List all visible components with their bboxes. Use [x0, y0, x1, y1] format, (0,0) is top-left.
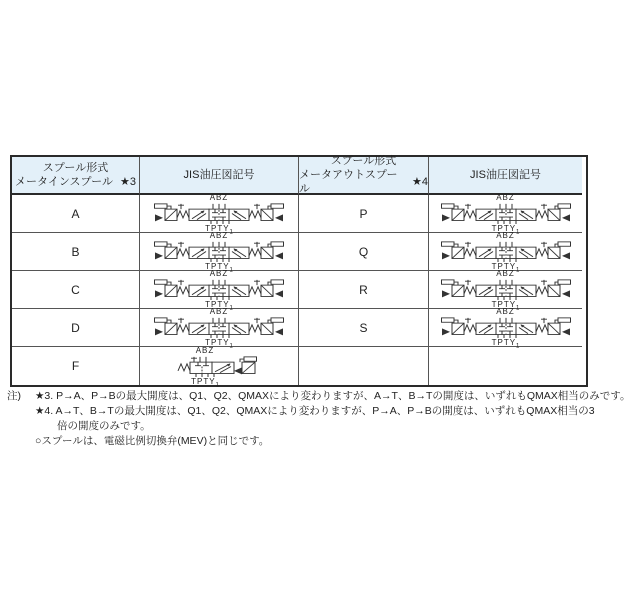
spool-type-label: C — [71, 282, 80, 297]
spool-type-cell — [299, 233, 429, 271]
spool-type-cell — [12, 195, 140, 233]
note-star4 — [7, 404, 600, 419]
valve-bottom-ports-label: $TPTY_1$ — [205, 262, 233, 274]
valve-bottom-ports-label: $TPTY_1$ — [491, 338, 520, 350]
valve-top-ports-label: ABZ — [195, 345, 215, 355]
jis-symbol-cell — [140, 269, 299, 312]
header-jis-symbol-right — [429, 157, 582, 195]
spool-type-cell-empty — [299, 347, 429, 385]
note-star3-text: ★3. P→A、P→Bの最大開度は、Q1、Q2、QMAXにより変わりますが、A→T、B→Tの開度は、いずれもQMAX相当のみです。 — [35, 390, 630, 402]
spool-type-table — [10, 155, 588, 387]
valve-symbol-double — [440, 269, 572, 312]
valve-top-ports-label: ABZ — [209, 231, 229, 240]
valve-top-ports-label: ABZ — [496, 231, 515, 240]
jis-symbol-cell — [140, 345, 299, 389]
valve-top-ports-label: ABZ — [496, 269, 515, 278]
star4-marker: ★4 — [412, 176, 428, 188]
header-jis-label: JIS油圧図記号 — [183, 169, 255, 181]
valve-bottom-ports-label: $TPTY_1$ — [205, 300, 233, 312]
valve-top-ports-label: ABZ — [209, 307, 229, 316]
proportional-valve-icon — [153, 241, 285, 262]
header-spool-format-label: スプール形式 — [42, 162, 109, 174]
header-jis-symbol-left — [140, 157, 299, 195]
spool-type-label: S — [359, 320, 368, 335]
header-meter-out-spool — [299, 157, 429, 195]
valve-top-ports-label: ABZ — [496, 193, 515, 202]
spool-type-label: F — [71, 359, 80, 373]
header-meter-in-label: メータインスプール — [15, 176, 113, 188]
spool-type-cell — [12, 347, 140, 385]
valve-bottom-ports-label: $TPTY_1$ — [205, 338, 233, 350]
valve-symbol-double — [153, 269, 285, 312]
proportional-valve-icon — [153, 203, 285, 224]
jis-symbol-cell — [140, 231, 299, 274]
note-star4-continued-text: 倍の開度のみです。 — [57, 420, 151, 432]
proportional-valve-icon — [153, 317, 285, 338]
proportional-valve-icon — [174, 356, 264, 377]
jis-symbol-cell — [429, 269, 582, 312]
footnotes — [7, 389, 630, 449]
valve-top-ports-label: ABZ — [496, 307, 515, 316]
valve-symbol-double — [440, 193, 572, 236]
valve-top-ports-label: ABZ — [209, 193, 229, 202]
valve-symbol-double — [153, 231, 285, 274]
star3-marker: ★3 — [119, 176, 136, 188]
proportional-valve-icon — [440, 241, 572, 262]
valve-top-ports-label: ABZ — [209, 269, 229, 278]
valve-symbol-double — [440, 231, 572, 274]
spool-type-label: Q — [358, 244, 369, 259]
valve-symbol-double — [440, 307, 572, 350]
spool-type-cell — [12, 233, 140, 271]
header-spool-format-label: スプール形式 — [330, 155, 397, 167]
spool-type-label: B — [71, 244, 80, 259]
spool-type-cell — [299, 309, 429, 347]
jis-symbol-cell — [140, 193, 299, 236]
header-meter-in-spool — [12, 157, 140, 195]
note-star4-continued — [7, 419, 600, 434]
spool-type-label: P — [359, 206, 368, 221]
header-jis-label: JIS油圧図記号 — [470, 169, 541, 181]
valve-bottom-ports-label: $TPTY_1$ — [191, 376, 219, 389]
spool-type-cell — [12, 309, 140, 347]
note-star3 — [7, 389, 630, 404]
valve-symbol-double — [153, 193, 285, 236]
jis-symbol-cell — [429, 193, 582, 236]
proportional-valve-icon — [440, 279, 572, 300]
note-star4-text: ★4. A→T、B→Tの最大開度は、Q1、Q2、QMAXにより変わりますが、P→A、P→Bの開度は、いずれもQMAX相当の3 — [35, 405, 595, 417]
valve-bottom-ports-label: $TPTY_1$ — [491, 300, 520, 312]
spool-type-cell — [12, 271, 140, 309]
note-spool-text: ○スプールは、電磁比例切換弁(MEV)と同じです。 — [35, 435, 270, 447]
jis-symbol-cell — [429, 231, 582, 274]
proportional-valve-icon — [153, 279, 285, 300]
valve-bottom-ports-label: $TPTY_1$ — [491, 262, 520, 274]
header-meter-out-label: メータアウトスプール — [299, 169, 398, 195]
jis-symbol-cell-empty — [429, 347, 582, 385]
spool-type-label: A — [71, 206, 80, 221]
spool-type-label: D — [71, 320, 80, 335]
valve-symbol-single — [174, 345, 264, 389]
valve-bottom-ports-label: $TPTY_1$ — [205, 224, 233, 236]
spool-type-cell — [299, 195, 429, 233]
jis-symbol-cell — [140, 307, 299, 350]
jis-symbol-cell — [429, 307, 582, 350]
spool-type-label: R — [359, 282, 368, 297]
valve-bottom-ports-label: $TPTY_1$ — [491, 224, 520, 236]
spool-type-cell — [299, 271, 429, 309]
note-spool — [7, 434, 600, 449]
note-prefix: 注) — [7, 390, 21, 402]
proportional-valve-icon — [440, 317, 572, 338]
valve-symbol-double — [153, 307, 285, 350]
proportional-valve-icon — [440, 203, 572, 224]
